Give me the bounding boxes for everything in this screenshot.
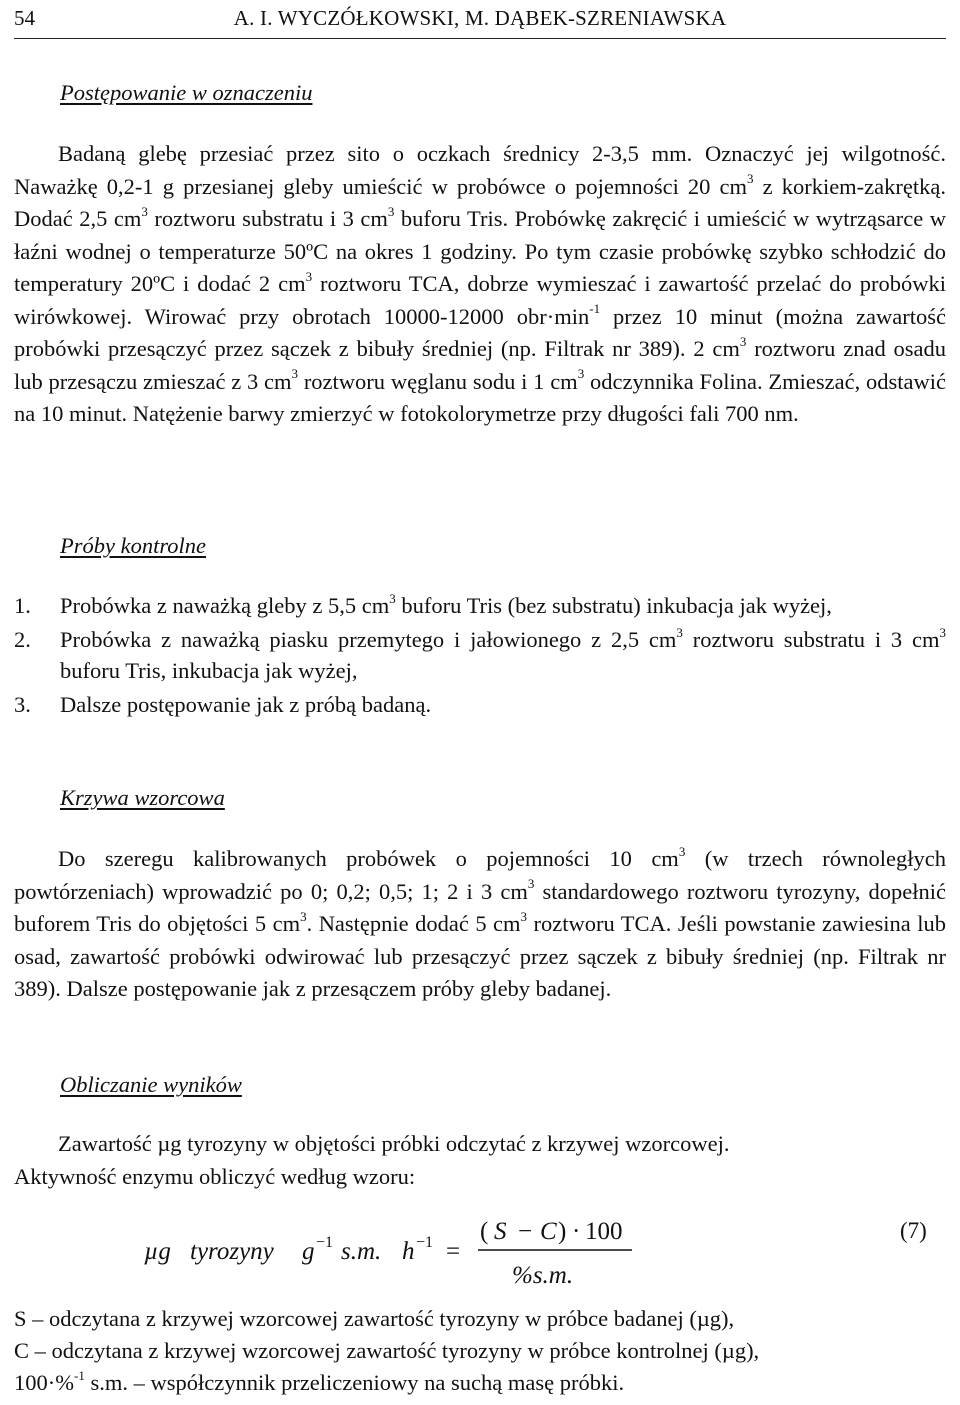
formula-h: h xyxy=(402,1238,415,1265)
formula-g: g xyxy=(302,1238,315,1265)
controls-list xyxy=(14,590,946,723)
formula-100: 100 xyxy=(585,1218,623,1245)
formula-sm: s.m. xyxy=(341,1238,382,1265)
formula-equals: = xyxy=(446,1238,461,1265)
running-title: A. I. WYCZÓŁKOWSKI, M. DĄBEK-SZRENIAWSKA xyxy=(233,6,727,30)
formula-exp-h: −1 xyxy=(416,1234,434,1251)
equation-number: (7) xyxy=(900,1218,927,1243)
legend-item-factor: 100·%$^{-1}$ s.m. – współczynnik przeliczeniowy na suchą masę próbki. xyxy=(14,1367,625,1395)
list-item: 1. Probówka z naważką gleby z 5,5 $cm^3$ buforu Tris (bez substratu) inkubacja jak wyżej, xyxy=(14,590,832,618)
section-title-standard-curve: Krzywa wzorcowa xyxy=(60,785,225,810)
section-title-controls: Próby kontrolne xyxy=(60,533,207,558)
page-header xyxy=(14,4,946,39)
formula-dot: · xyxy=(572,1218,581,1245)
section-title-procedure: Postępowanie w oznaczeniu xyxy=(60,80,313,105)
legend-item-S: S – odczytana z krzywej wzorcowej zawartość tyrozyny w próbce badanej (µg), xyxy=(14,1306,735,1331)
paragraph-procedure: Badaną glebę przesiać przez sito o oczkach średnicy 2-3,5 mm. Oznaczyć jej wilgotność. Naważkę 0,2-1 g przesianej gleby umieścić w probówce o pojemności 20 $cm^3$ z korkiem-zakrętką. Dodać 2,5 $cm^3$ roztworu substratu i 3 $cm^3$ buforu Tris. Probówkę zakręcić i umieścić w wytrząsarce w łaźni wodnej o temperaturze 50ºC na okres 1 godziny. Po tym czasie probówkę szybko schłodzić do temperatury 20ºC i dodać 2 $cm^3$ roztworu TCA, dobrze wymieszać i zawartość przelać do probówki wirówkowej. Wirować przy obrotach 10000-12000 $obr\cdot\min^{-1}$ przez 10 minut (można zawartość probówki przesączyć przez sączek z bibuły średniej (np. Filtrak nr 389). 2 $cm^3$ roztworu znad osadu lub przesączu zmieszać z 3 $cm^3$ roztworu węglanu sodu i 1 $cm^3$ odczynnika Folina. Zmieszać, odstawić na 10 minut. Natężenie barwy zmierzyć w fotokolorymetrze przy długości fali 700 nm. xyxy=(14,141,946,426)
formula-C: C xyxy=(540,1218,557,1245)
formula-legend xyxy=(14,1303,946,1399)
paragraph-standard-curve: Do szeregu kalibrowanych probówek o pojemności 10 $cm^3$ (w trzech równoległych powtórzeniach) wprowadzić po 0; 0,2; 0,5; 1; 2 i 3 $cm^3$ standardowego roztworu tyrozyny, dopełnić buforem Tris do objętości 5 $cm^3$. Następnie dodać 5 $cm^3$ roztworu TCA. Jeśli powstanie zawiesina lub osad, zawartość probówki odwirować lub przesączyć przez sączek z bibuły średniej (np. Filtrak nr 389). Dalsze postępowanie jak z przesączem próby gleby badanej. xyxy=(14,843,946,1001)
formula-close-paren: ) xyxy=(558,1218,567,1245)
paragraph-results: Zawartość µg tyrozyny w objętości próbki odczytać z krzywej wzorcowej. Aktywność enzymu obliczyć według wzoru: xyxy=(14,1131,730,1189)
section-title-results: Obliczanie wyników xyxy=(60,1072,242,1097)
formula-S: S xyxy=(494,1218,507,1245)
page-number: 54 xyxy=(14,6,35,30)
formula-mu: µg xyxy=(144,1238,171,1265)
formula-denominator: %s.m. xyxy=(512,1262,574,1289)
formula-minus: − xyxy=(518,1218,533,1245)
list-item: 3. Dalsze postępowanie jak z próbą badaną. xyxy=(14,692,432,717)
list-item: 2. Probówka z naważką piasku przemytego i jałowionego z 2,5 $cm^3$ roztworu substratu i 3 $cm^3$ buforu Tris, inkubacja jak wyżej, xyxy=(14,624,946,683)
formula-svg xyxy=(0,1212,960,1292)
formula-open-paren: ( xyxy=(480,1218,489,1245)
legend-item-C: C – odczytana z krzywej wzorcowej zawartość tyrozyny w próbce kontrolnej (µg), xyxy=(14,1338,760,1363)
formula-exp-g: −1 xyxy=(316,1234,334,1251)
formula-7 xyxy=(0,1212,960,1292)
formula-tyrozyny: tyrozyny xyxy=(190,1238,274,1265)
